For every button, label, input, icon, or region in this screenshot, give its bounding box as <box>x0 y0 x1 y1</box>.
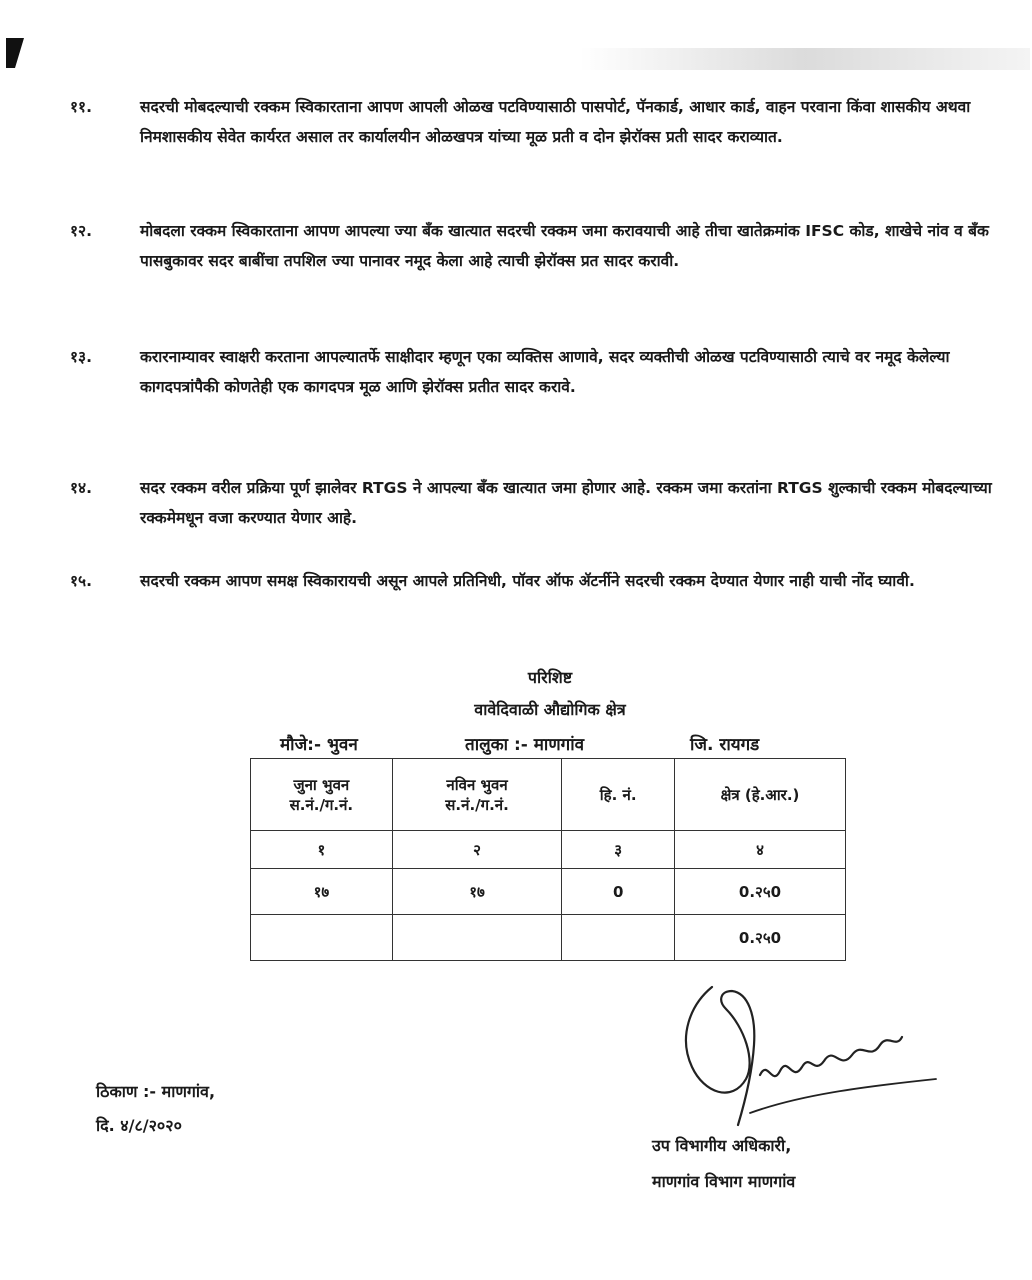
table-header-row <box>251 759 846 831</box>
land-area-table <box>250 758 846 961</box>
table-cell: 0 <box>562 869 675 915</box>
table-cell: २ <box>392 831 562 869</box>
item-text: सदरची रक्कम आपण समक्ष स्विकारायची असून आपले प्रतिनिधी, पॉवर ऑफ ॲटर्नीने सदरची रक्कम देण्यात येणार नाही याची नोंद घ्यावी. <box>140 572 915 590</box>
officer-designation: उप विभागीय अधिकारी, <box>652 1136 792 1155</box>
table-row <box>251 869 846 915</box>
table-cell: १ <box>251 831 393 869</box>
table-cell <box>562 915 675 961</box>
district-label: जि. रायगड <box>690 735 760 755</box>
item-text: सदरची मोबदल्याची रक्कम स्विकारताना आपण आपली ओळख पटविण्यासाठी पासपोर्ट, पॅनकार्ड, आधार कार्ड, वाहन परवाना किंवा शासकीय अथवा निमशासकीय सेवेत कार्यरत असाल तर कार्यालयीन ओळखपत्र यांच्या मूळ प्रती व दोन झेरॉक्स प्रती सादर कराव्यात. <box>140 98 971 146</box>
taluka-label: तालुका :- माणगांव <box>465 735 585 755</box>
header-cell-new-survey: नविन भुवन स.नं./ग.नं. <box>392 759 562 831</box>
signature-image <box>660 975 940 1135</box>
scan-shadow <box>580 48 1030 70</box>
scan-corner-mark <box>6 38 24 68</box>
table-total-row <box>251 915 846 961</box>
village-label: मौजे:- भुवन <box>280 735 358 755</box>
table-index-row <box>251 831 846 869</box>
date-label: दि. ४/८/२०२० <box>96 1116 182 1135</box>
table-cell: १७ <box>392 869 562 915</box>
table-cell: ३ <box>562 831 675 869</box>
item-text: मोबदला रक्कम स्विकारताना आपण आपल्या ज्या बँक खात्यात सदरची रक्कम जमा करावयाची आहे तीचा खातेक्रमांक IFSC कोड, शाखेचे नांव व बँक पासबुकावर सदर बाबींचा तपशिल ज्या पानावर नमूद केला आहे त्याची झेरॉक्स प्रत सादर करावी. <box>140 222 989 270</box>
item-number: १३. <box>70 348 93 366</box>
item-number: ११. <box>70 98 93 116</box>
item-number: १४. <box>70 479 93 497</box>
item-text: करारनाम्यावर स्वाक्षरी करताना आपल्यातर्फे साक्षीदार म्हणून एका व्यक्तिस आणावे, सदर व्यक्तीची ओळख पटविण्यासाठी त्याचे वर नमूद केलेल्या कागदपत्रांपैकी कोणतेही एक कागदपत्र मूळ आणि झेरॉक्स प्रतीत सादर करावे. <box>140 348 950 396</box>
header-cell-old-survey: जुना भुवन स.नं./ग.नं. <box>251 759 393 831</box>
table-cell: 0.२५0 <box>674 869 845 915</box>
table-cell <box>392 915 562 961</box>
header-cell-area: क्षेत्र (हे.आर.) <box>674 759 845 831</box>
table-cell <box>251 915 393 961</box>
item-number: १५. <box>70 572 93 590</box>
officer-office: माणगांव विभाग माणगांव <box>652 1172 796 1191</box>
header-cell-share-no: हि. नं. <box>562 759 675 831</box>
place-label: ठिकाण :- माणगांव, <box>96 1082 216 1101</box>
table-cell: 0.२५0 <box>674 915 845 961</box>
annex-subtitle: वावेदिवाळी औद्योगिक क्षेत्र <box>474 700 626 719</box>
table-cell: १७ <box>251 869 393 915</box>
annex-title: परिशिष्ट <box>527 668 573 687</box>
table-cell: ४ <box>674 831 845 869</box>
location-row <box>280 732 840 760</box>
item-number: १२. <box>70 222 93 240</box>
item-text: सदर रक्कम वरील प्रक्रिया पूर्ण झालेवर RTGS ने आपल्या बँक खात्यात जमा होणार आहे. रक्कम जमा करतांना RTGS शुल्काची रक्कम मोबदल्याच्या रक्कमेमधून वजा करण्यात येणार आहे. <box>140 479 992 527</box>
